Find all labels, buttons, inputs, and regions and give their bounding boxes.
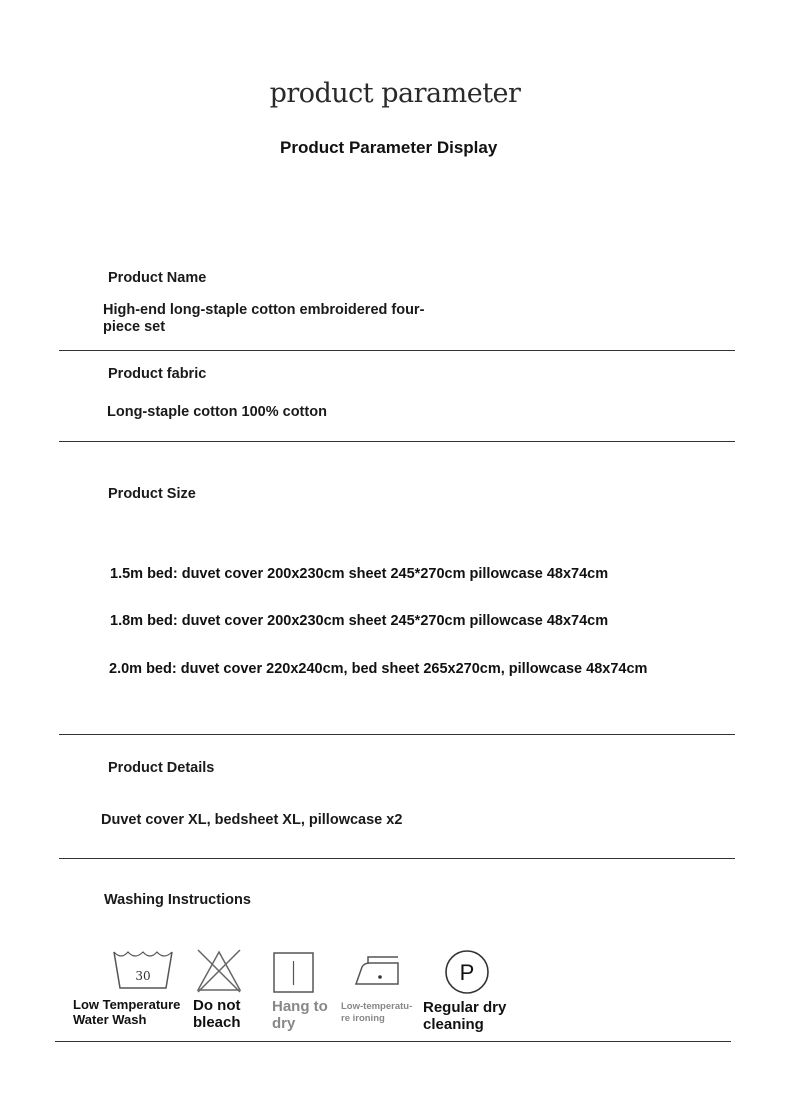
- washing-instructions-label: Washing Instructions: [104, 892, 251, 908]
- hang-dry-icon: [273, 952, 315, 994]
- product-fabric-label: Product fabric: [108, 366, 207, 382]
- hang-dry-label-line1: Hang to: [272, 998, 328, 1015]
- divider: [59, 734, 735, 735]
- product-details-value: Duvet cover XL, bedsheet XL, pillowcase x2: [101, 812, 403, 828]
- dry-clean-label-line2: cleaning: [423, 1016, 484, 1033]
- dry-clean-label-line1: Regular dry: [423, 999, 507, 1016]
- product-name-label: Product Name: [108, 270, 207, 286]
- page-subtitle: Product Parameter Display: [280, 138, 498, 157]
- low-iron-icon: [354, 953, 402, 987]
- divider: [55, 1041, 731, 1042]
- divider: [59, 858, 735, 859]
- wash-label-line1: Low Temperature: [73, 997, 181, 1012]
- size-line-1-5m: 1.5m bed: duvet cover 200x230cm sheet 245*270cm pillowcase 48x74cm: [110, 566, 609, 582]
- hang-dry-label-line2: dry: [272, 1015, 296, 1032]
- wash-30-icon: [112, 950, 176, 992]
- wash-label-line2: Water Wash: [73, 1012, 147, 1027]
- wash-temp-number: 30: [135, 969, 151, 983]
- product-size-label: Product Size: [108, 486, 196, 502]
- size-line-2-0m: 2.0m bed: duvet cover 220x240cm, bed sheet 265x270cm, pillowcase 48x74cm: [109, 661, 648, 677]
- no-bleach-icon: [195, 948, 243, 994]
- divider: [59, 441, 735, 442]
- low-iron-label-line1: Low-temperatu-: [341, 1001, 413, 1012]
- dry-clean-letter: P: [459, 960, 475, 985]
- low-iron-label-line2: re ironing: [341, 1013, 385, 1024]
- product-name-value-line2: piece set: [103, 319, 166, 335]
- product-details-label: Product Details: [108, 760, 215, 776]
- script-title: product parameter: [269, 78, 521, 109]
- no-bleach-label-line2: bleach: [193, 1014, 241, 1031]
- size-line-1-8m: 1.8m bed: duvet cover 200x230cm sheet 245*270cm pillowcase 48x74cm: [110, 613, 609, 629]
- product-name-value-line1: High-end long-staple cotton embroidered four-: [103, 302, 425, 318]
- divider: [59, 350, 735, 351]
- product-fabric-value: Long-staple cotton 100% cotton: [107, 404, 327, 420]
- dry-clean-icon: [444, 949, 490, 995]
- no-bleach-label-line1: Do not: [193, 997, 241, 1014]
